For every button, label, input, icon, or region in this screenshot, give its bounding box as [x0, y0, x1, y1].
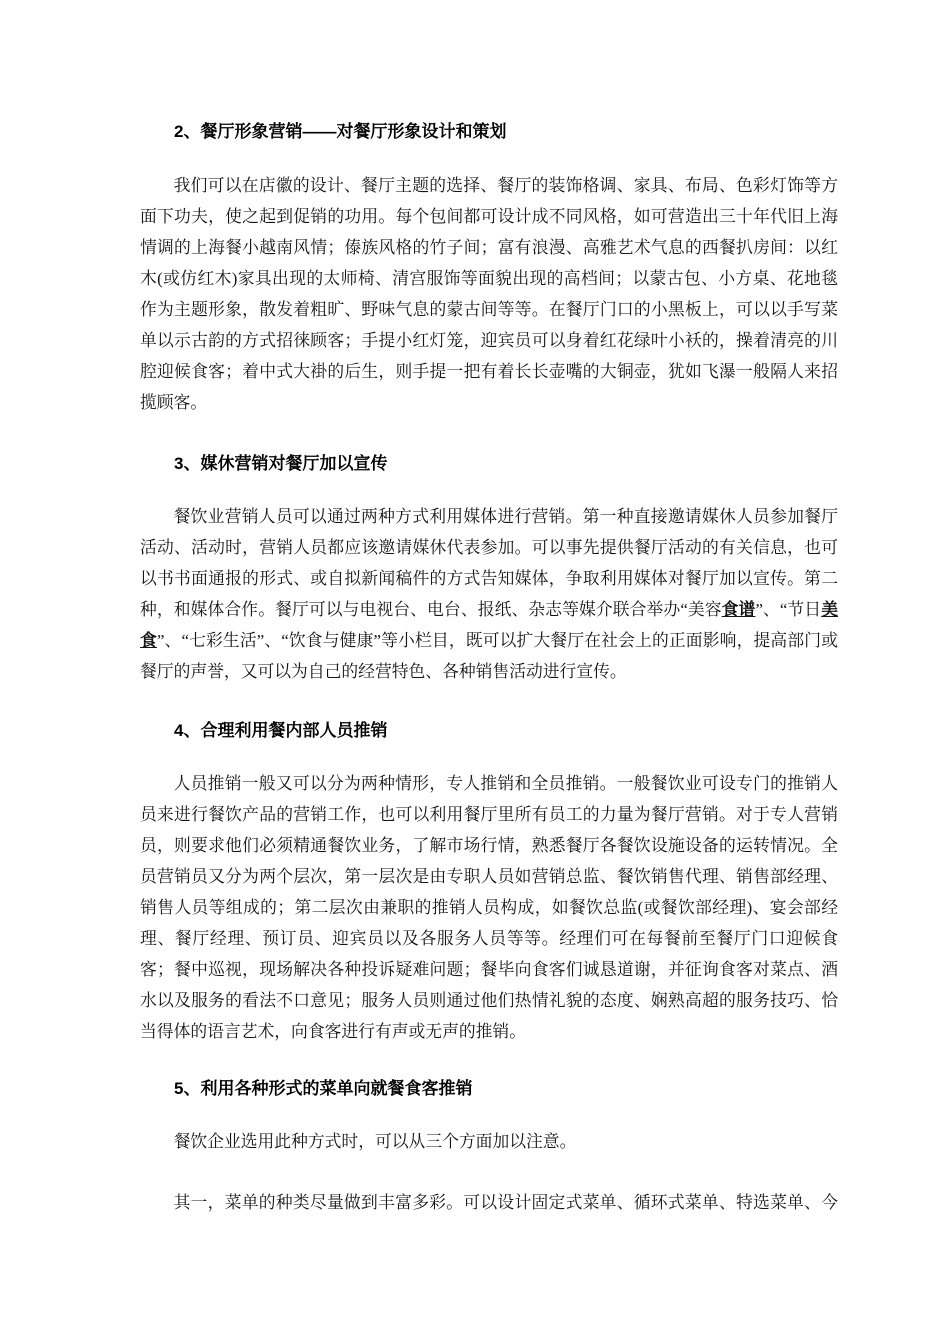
para-5: [140, 1187, 838, 1218]
text-segment: 5、利用各种形式的菜单向就餐食客推销: [174, 1079, 473, 1098]
text-segment: 餐饮企业选用此种方式时，可以从三个方面加以注意。: [173, 1132, 577, 1151]
text-segment: 人员推销一般又可以分为两种情形，专人推销和全员推销。一般餐饮业可设专门的推销人员来进行餐饮产品的营销工作，也可以利用餐厅里所有员工的力量为餐厅营销。对于专人营销员，则要求他们必须精通餐饮业务，了解市场行情，熟悉餐厅各餐饮设施设备的运转情况。全员营销员又分为两个层次，第一层次是由专职人员如营销总监、餐饮销售代理、销售部经理、销售人员等组成的；第二层次由兼职的推销人员构成，如餐饮总监(或餐饮部经理)、宴会部经理、餐厅经理、预订员、迎宾员以及各服务人员等等。经理们可在每餐前至餐厅门口迎候食客；餐中巡视，现场解决各种投诉疑难问题；餐毕向食客们诚恳道谢，并征询食客对菜点、酒水以及服务的看法不口意见；服务人员则通过他们热情礼貌的态度、娴熟高超的服务技巧、恰当得体的语言艺术，向食客进行有声或无声的推销。: [140, 774, 838, 1041]
text-segment: ”、“节日: [755, 600, 822, 619]
para-1: [140, 170, 838, 418]
para-2: [140, 501, 838, 687]
heading-4: [140, 715, 838, 746]
text-segment: 3、媒休营销对餐厅加以宣传: [174, 454, 388, 473]
heading-5: [140, 1073, 838, 1104]
para-4: [140, 1126, 838, 1157]
text-segment: ”、“七彩生活”、“饮食与健康”等小栏目，既可以扩大餐厅在社会上的正面影响，提高部门或餐厅的声誉，又可以为自己的经营特色、各种销售活动进行宣传。: [140, 631, 838, 681]
text-segment: 其一，菜单的种类尽量做到丰富多彩。可以设计固定式菜单、循环式菜单、特选菜单、今: [173, 1193, 838, 1212]
text-segment: 2、餐厅形象营销——对餐厅形象设计和策划: [174, 122, 507, 141]
heading-3: [140, 448, 838, 479]
text-segment: 我们可以在店徽的设计、餐厅主题的选择、餐厅的装饰格调、家具、布局、色彩灯饰等方面下功夫，使之起到促销的功用。每个包间都可设计成不同风格，如可营造出三十年代旧上海情调的上海餐小越南风情；傣族风格的竹子间；富有浪漫、高雅艺术气息的西餐扒房间：以红木(或仿红木)家具出现的太师椅、清宫服饰等面貌出现的高档间；以蒙古包、小方桌、花地毯作为主题形象，散发着粗旷、野味气息的蒙古间等等。在餐厅门口的小黑板上，可以以手写菜单以示古韵的方式招徕顾客；手提小红灯笼，迎宾员可以身着红花绿叶小袄的，操着清亮的川腔迎候食客；着中式大褂的后生，则手提一把有着长长壶嘴的大铜壶，犹如飞瀑一般隔人来招揽顾客。: [140, 176, 838, 412]
text-segment: 4、合理利用餐内部人员推销: [174, 721, 388, 740]
para-3: [140, 768, 838, 1047]
emphasized-term: 食谱: [721, 600, 756, 619]
heading-2: [140, 116, 838, 147]
emphasized-term: 美食: [140, 600, 838, 650]
text-segment: 餐饮业营销人员可以通过两种方式利用媒体进行营销。第一种直接邀请媒休人员参加餐厅活动、活动时，营销人员都应该邀请媒休代表参加。可以事先提供餐厅活动的有关信息，也可以书书面通报的形式、或自拟新闻稿件的方式告知媒体，争取利用媒体对餐厅加以宣传。第二种，和媒体合作。餐厅可以与电视台、电台、报纸、杂志等媒介联合举办“美容: [140, 507, 838, 619]
